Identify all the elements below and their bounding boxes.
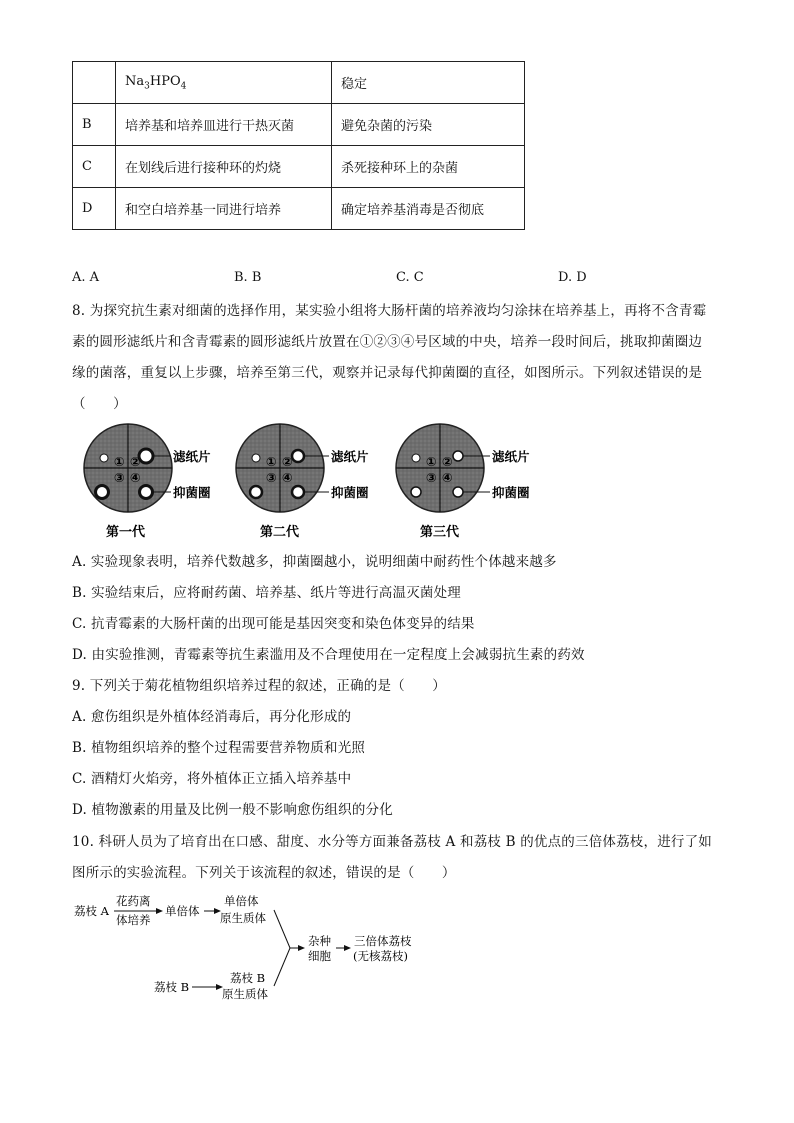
table-cell: D (73, 188, 116, 230)
lychee-b-protoplast-label-2: 原生质体 (222, 987, 268, 1001)
quadrant-3-label: ③ (426, 470, 437, 485)
inhibition-zone-label: 抑菌圈 (492, 485, 530, 500)
quadrant-1-label: ① (266, 454, 277, 469)
table-row (73, 188, 525, 230)
q8-option-b: B. 实验结束后，应将耐药菌、培养基、纸片等进行高温灭菌处理 (72, 585, 462, 601)
filter-paper-label: 滤纸片 (492, 449, 530, 464)
haploid-protoplast-label-2: 原生质体 (220, 911, 266, 925)
quadrant-1-label: ① (114, 454, 125, 469)
quadrant-3-label: ③ (266, 470, 277, 485)
anther-culture-label-top: 花药离 (116, 894, 151, 908)
quadrant-1-label: ① (426, 454, 437, 469)
quadrant-4-label: ④ (130, 470, 141, 485)
lychee-a-label: 荔枝 A (74, 904, 109, 918)
table-row (73, 104, 525, 146)
quadrant-2-label: ② (442, 454, 453, 469)
q10-stem-line: 图所示的实验流程。下列关于该流程的叙述，错误的是（ ） (72, 865, 456, 881)
table-cell: 确定培养基消毒是否彻底 (332, 188, 525, 230)
triploid-label-1: 三倍体荔枝 (354, 934, 412, 948)
lychee-b-protoplast-label-1: 荔枝 B (230, 971, 266, 985)
inhibition-zone-label: 抑菌圈 (173, 485, 211, 500)
q7-option-c: C. C (396, 270, 424, 285)
q8-option-d: D. 由实验推测，青霉素等抗生素滥用及不合理使用在一定程度上会减弱抗生素的药效 (72, 647, 585, 663)
hybrid-cell-label-2: 细胞 (308, 949, 331, 963)
table-cell: 在划线后进行接种环的灼烧 (116, 146, 332, 188)
q7-option-b: B. B (234, 270, 262, 285)
q7-table (72, 61, 525, 230)
caption-gen1: 第一代 (106, 525, 146, 540)
quadrant-2-label: ② (130, 454, 141, 469)
q8-stem-line: （ ） (72, 396, 127, 412)
caption-gen2: 第二代 (260, 525, 300, 540)
quadrant-4-label: ④ (442, 470, 453, 485)
table-cell (73, 62, 116, 104)
table-cell: 杀死接种环上的杂菌 (332, 146, 525, 188)
dish-gen2 (236, 424, 369, 540)
lychee-b-label: 荔枝 B (154, 980, 190, 994)
quadrant-2-label: ② (282, 454, 293, 469)
q9-option-b: B. 植物组织培养的整个过程需要营养物质和光照 (72, 740, 366, 756)
triploid-label-2: (无核荔枝) (353, 949, 408, 963)
q8-option-c: C. 抗青霉素的大肠杆菌的出现可能是基因突变和染色体变异的结果 (72, 616, 475, 632)
table-cell: C (73, 146, 116, 188)
haploid-protoplast-label-1: 单倍体 (224, 894, 259, 908)
hybrid-cell-label-1: 杂种 (308, 934, 331, 948)
q8-option-a: A. 实验现象表明，培养代数越多，抑菌圈越小，说明细菌中耐药性个体越来越多 (72, 554, 557, 570)
table-cell: 培养基和培养皿进行干热灭菌 (116, 104, 332, 146)
q9-option-c: C. 酒精灯火焰旁，将外植体正立插入培养基中 (72, 771, 352, 787)
q9-stem: 9. 下列关于菊花植物组织培养过程的叙述，正确的是（ ） (72, 678, 446, 694)
quadrant-4-label: ④ (282, 470, 293, 485)
q10-stem-line: 10. 科研人员为了培育出在口感、甜度、水分等方面兼备荔枝 A 和荔枝 B 的优点的三倍体荔枝，进行了如 (72, 834, 712, 850)
q8-stem-line: 缘的菌落，重复以上步骤，培养至第三代，观察并记录每代抑菌圈的直径，如图所示。下列叙述错误的是 (72, 365, 703, 381)
filter-paper-label: 滤纸片 (331, 449, 369, 464)
dish-gen3 (396, 424, 530, 540)
q7-option-a: A. A (72, 270, 100, 285)
table-row (73, 146, 525, 188)
q8-stem-line: 8. 为探究抗生素对细菌的选择作用，某实验小组将大肠杆菌的培养液均匀涂抹在培养基上，再将不含青霉 (72, 303, 707, 319)
dish-gen1 (84, 424, 211, 540)
table-cell: 和空白培养基一同进行培养 (116, 188, 332, 230)
table-cell: 避免杂菌的污染 (332, 104, 525, 146)
inhibition-zone-label: 抑菌圈 (331, 485, 369, 500)
q9-option-d: D. 植物激素的用量及比例一般不影响愈伤组织的分化 (72, 802, 393, 818)
table-cell: $Na_3HPO_4$ (116, 62, 332, 104)
petri-dish-figure (68, 420, 548, 548)
q8-stem-line: 素的圆形滤纸片和含青霉素的圆形滤纸片放置在①②③④号区域的中央，培养一段时间后，挑取抑菌圈边 (72, 334, 703, 350)
lychee-flow-diagram (68, 890, 428, 1005)
q7-option-d: D. D (558, 270, 587, 285)
q9-option-a: A. 愈伤组织是外植体经消毒后，再分化形成的 (72, 709, 352, 725)
filter-paper-label: 滤纸片 (173, 449, 211, 464)
anther-culture-label-bottom: 体培养 (116, 913, 151, 927)
caption-gen3: 第三代 (420, 525, 460, 540)
haploid-label: 单倍体 (165, 904, 200, 918)
table-cell: B (73, 104, 116, 146)
table-cell: 稳定 (332, 62, 525, 104)
table-row (73, 62, 525, 104)
quadrant-3-label: ③ (114, 470, 125, 485)
